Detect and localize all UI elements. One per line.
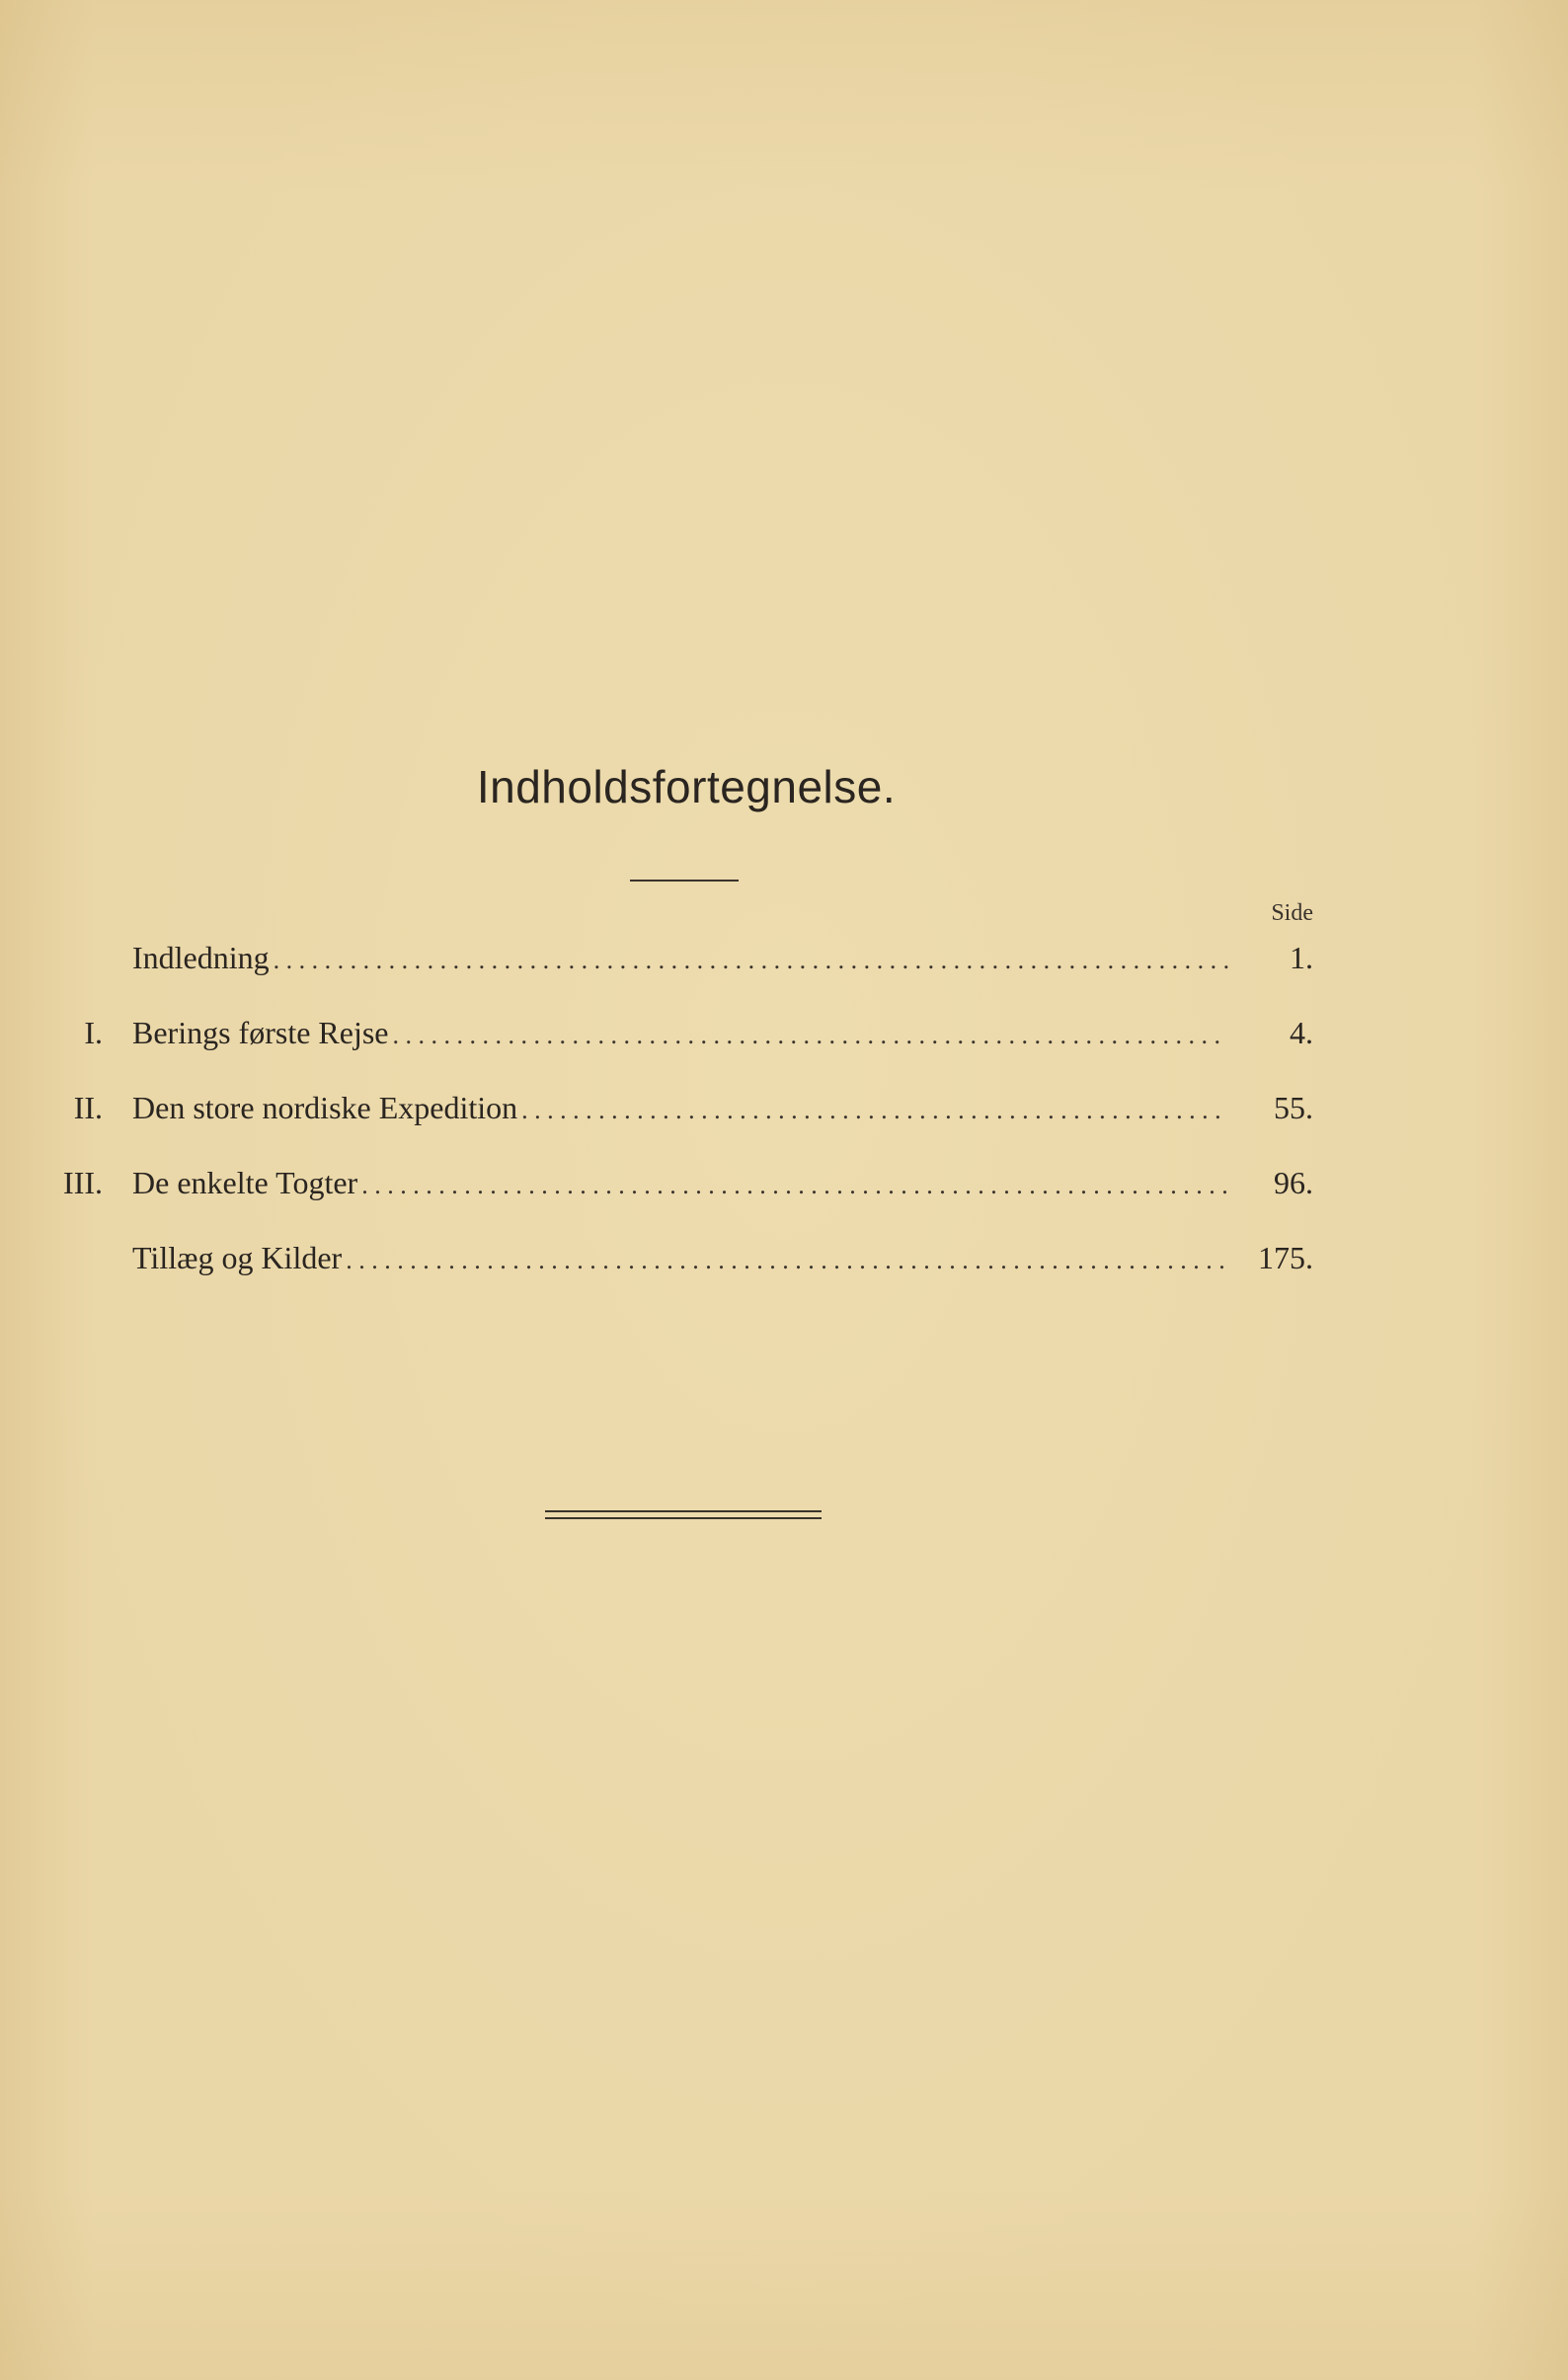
toc-entry-number: I. [84,1015,103,1050]
toc-entry-title: Indledning [132,940,270,975]
dot-leader [274,933,1228,985]
title-divider [630,880,739,882]
toc-entry-page: 55. [1274,1090,1313,1125]
toc-entry-number: III. [63,1165,103,1200]
toc-entry-title: Tillæg og Kilder [132,1240,343,1275]
toc-entry-page: 175. [1258,1240,1313,1275]
toc-entry-page: 1. [1290,940,1313,975]
toc-entry [0,1008,1568,1057]
toc-entry-body [132,1083,1228,1135]
page-column-label: Side [1271,900,1313,926]
toc-entry [0,933,1568,982]
toc-entry [0,1083,1568,1132]
toc-entry-title: Berings første Rejse [132,1015,389,1050]
toc-entry-body [132,1008,1228,1060]
toc-entry-title: Den store nordiske Expedition [132,1090,518,1125]
dot-leader [521,1083,1228,1135]
dot-leader [393,1008,1229,1060]
dot-leader [361,1158,1228,1210]
toc-entry [0,1233,1568,1282]
toc-entry-body [132,1233,1228,1285]
dot-leader [346,1233,1228,1285]
toc-entry-page: 4. [1290,1015,1313,1050]
toc-entry [0,1158,1568,1207]
toc-entry-number: II. [73,1090,103,1125]
toc-entry-body [132,1158,1228,1210]
toc-entry-page: 96. [1274,1165,1313,1200]
toc-entry-title: De enkelte Togter [132,1165,358,1200]
page-title: Indholdsfortegnelse. [476,761,897,812]
toc-entry-body [132,933,1228,985]
closing-double-rule [545,1510,822,1519]
